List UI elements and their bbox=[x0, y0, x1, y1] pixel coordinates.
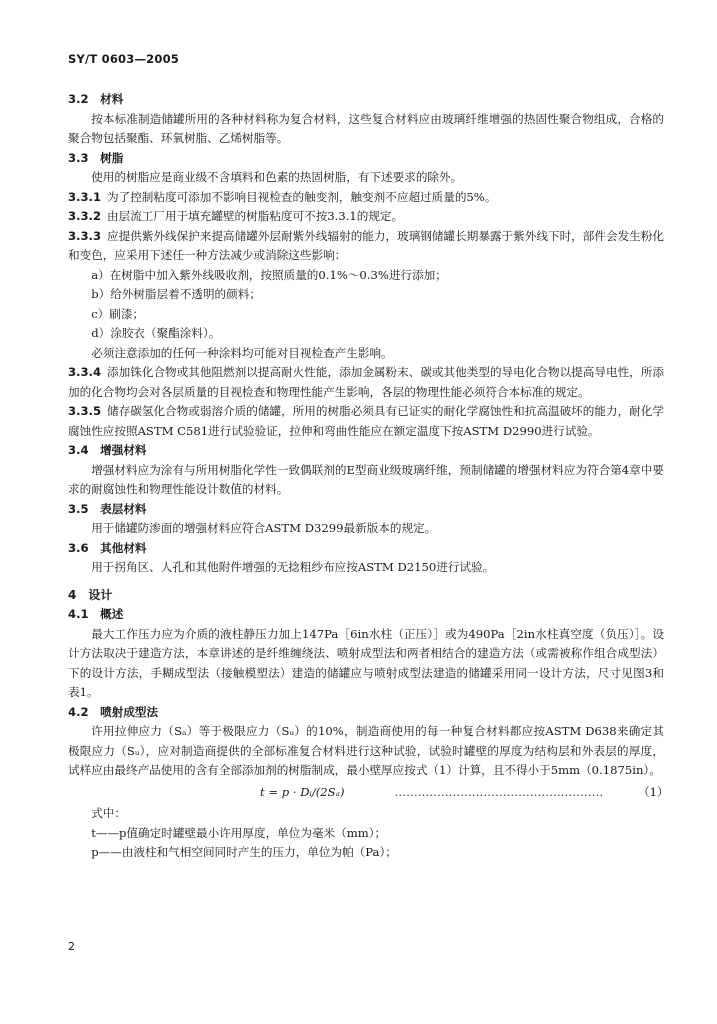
section-4-2-text: 许用拉伸应力（Sₐ）等于极限应力（Sᵤ）的10%，制造商使用的每一种复合材料都应按ASTM D638来确定其极限应力（Sᵤ），应对制造商提供的全部标准复合材料进行这种试验，试验时罐壁的厚度为结构层和外表层的厚度，试样应由最终产品使用的含有全部添加剂的树脂制成，最小壁厚应按式（1）计算，且不得小于5mm（0.1875in）。 bbox=[68, 724, 664, 777]
list-item-b: b）给外树脂层着不透明的颜料； bbox=[91, 287, 261, 301]
clause-text: 由层流工厂用于填充罐壁的树脂粘度可不按3.3.1的规定。 bbox=[107, 209, 404, 223]
section-3-4-heading: 3.4 增强材料 bbox=[68, 443, 147, 457]
page-number: 2 bbox=[68, 940, 75, 953]
list-item-d: d）涂胶衣（聚酯涂料）。 bbox=[91, 326, 221, 340]
section-3-3-text: 使用的树脂应是商业级不含填料和色素的热固树脂，有下述要求的除外。 bbox=[91, 170, 463, 184]
section-3-5-text: 用于储罐防渗面的增强材料应符合ASTM D3299最新版本的规定。 bbox=[91, 521, 437, 535]
where-label: 式中： bbox=[91, 806, 126, 820]
section-3-5-heading: 3.5 表层材料 bbox=[68, 501, 147, 516]
doc-code-header: SY/T 0603—2005 bbox=[68, 52, 179, 66]
formula-leader-dots: ……………………………………………… bbox=[394, 784, 604, 799]
clause-3-3-5 bbox=[68, 402, 664, 441]
clause-number: 3.3.1 bbox=[68, 189, 102, 204]
section-4-1-text: 最大工作压力应为介质的液柱静压力加上147Pa［6in水柱（正压）］或为490Pa［2in水柱真空度（负压）］。设计方法取决于建造方法，本章讲述的是纤维缠绕法、喷射成型法和两者相结合的建造方法（或需被称作组合成型法）下的设计方法，手糊成型法（接触模塑法）建造的储罐应与喷射成型法建造的储罐采用同一设计方法，尺寸见图3和表1。 bbox=[68, 626, 664, 699]
chapter-4-heading: 4 设计 bbox=[68, 587, 113, 602]
list-item-a: a）在树脂中加入紫外线吸收剂，按照质量的0.1%～0.3%进行添加； bbox=[91, 267, 447, 282]
section-3-6-heading: 3.6 其他材料 bbox=[68, 540, 147, 555]
where-p: p——由液柱和气相空间同时产生的压力，单位为帕（Pa）； bbox=[91, 845, 397, 859]
clause-number: 3.3.4 bbox=[68, 365, 102, 379]
section-4-1-heading: 4.1 概述 bbox=[68, 607, 124, 621]
section-3-6-text: 用于拐角区、人孔和其他附件增强的无捻粗纱布应按ASTM D2150进行试验。 bbox=[91, 560, 495, 574]
list-item-c: c）刷漆； bbox=[91, 306, 145, 321]
clause-text: 储存碳氢化合物或弱溶介质的储罐，所用的树脂必须具有已证实的耐化学腐蚀性和抗高温破坏的能力，耐化学腐蚀性应按照ASTM C581进行试验验证，拉伸和弯曲性能应在额定温度下按ASTM D2990进行试验。 bbox=[68, 404, 664, 438]
clause-text: 添加铢化合物或其他阻燃剂以提高耐火性能，添加金属粉末、碳或其他类型的导电化合物以提高导电性，所添加的化合物均会对各层质量的目视检查和物理性能产生影响，各层的物理性能必须符合本标准的规定。 bbox=[68, 365, 664, 399]
clause-text: 应提供紫外线保护来提高储罐外层耐紫外线辐射的能力，玻璃钢储罐长期暴露于紫外线下时，部件会发生粉化和变色，应采用下述任一种方法减少或消除这些影响： bbox=[68, 228, 664, 262]
note-text: 必须注意添加的任何一种涂料均可能对目视检查产生影响。 bbox=[91, 345, 393, 360]
section-3-2-heading: 3.2 材料 bbox=[68, 92, 124, 106]
section-4-2-heading: 4.2 喷射成型法 bbox=[68, 704, 159, 719]
section-3-2-text: 按本标准制造储罐所用的各种材料称为复合材料，这些复合材料应由玻璃纤维增强的热固性聚合物组成，合格的聚合物包括聚酯、环氧树脂、乙烯树脂等。 bbox=[68, 111, 664, 145]
formula-expression: t = p · Dᵢ/(2Sₐ) bbox=[260, 784, 345, 799]
where-t: t——p值确定时罐壁最小许用厚度，单位为毫米（mm）； bbox=[91, 825, 387, 840]
formula-1 bbox=[68, 783, 669, 803]
clause-3-3-3 bbox=[68, 227, 664, 266]
document-body bbox=[68, 90, 669, 863]
clause-3-3-1 bbox=[68, 188, 664, 208]
clause-3-3-2 bbox=[68, 207, 664, 227]
formula-number: （1） bbox=[638, 784, 669, 799]
section-3-4-text: 增强材料应为涂有与所用树脂化学性一致偶联剂的E型商业级玻璃纤维，预制储罐的增强材料应为符合第4章中要求的耐腐蚀性和物理性能设计数值的材料。 bbox=[68, 462, 664, 496]
clause-number: 3.3.5 bbox=[68, 404, 102, 418]
clause-3-3-4 bbox=[68, 363, 664, 402]
clause-number: 3.3.2 bbox=[68, 209, 102, 223]
clause-text: 为了控制粘度可添加不影响目视检查的触变剂，触变剂不应超过质量的5%。 bbox=[107, 189, 497, 204]
section-3-3-heading: 3.3 树脂 bbox=[68, 150, 124, 165]
clause-number: 3.3.3 bbox=[68, 228, 102, 243]
